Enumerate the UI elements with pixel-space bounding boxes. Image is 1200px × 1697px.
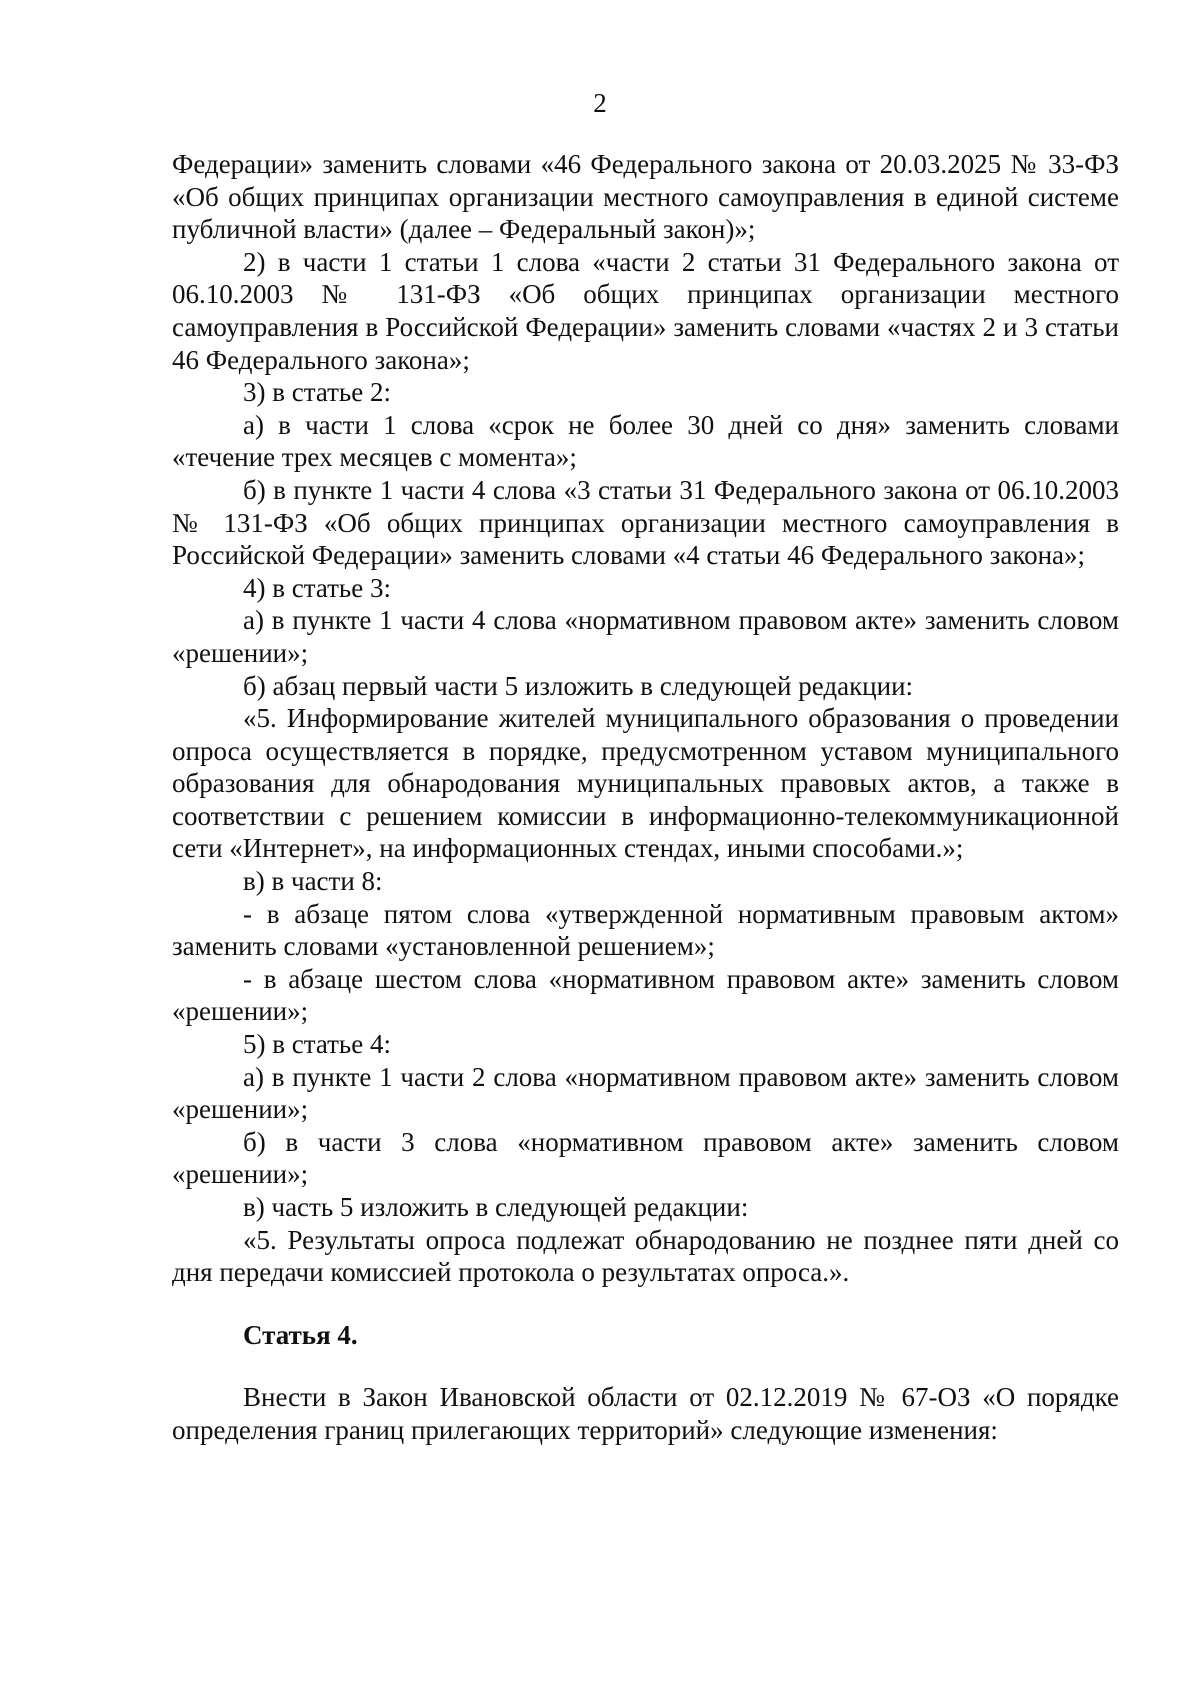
paragraph: «5. Информирование жителей муниципального образования о проведении опроса осуществляется в порядке, предусмотренном уставом муниципального образования для обнародования муниципальных правовых актов, а также в соответствии с решением комиссии в информационно-телекоммуникационной сети «Интернет», на информационных стендах, иными способами.»; [172, 703, 1119, 864]
paragraph: в) в части 8: [243, 866, 383, 897]
article-intro: Внести в Закон Ивановской области от 02.12.2019 № 67-ОЗ «О порядке определения границ прилегающих территорий» следующие изменения: [172, 1382, 1119, 1445]
paragraph: «5. Результаты опроса подлежат обнародованию не позднее пяти дней со дня передачи комиссией протокола о результатах опроса.». [172, 1224, 1119, 1288]
paragraph: а) в пункте 1 части 2 слова «нормативном правовом акте» заменить словом «решении»; [172, 1061, 1119, 1125]
paragraph: - в абзаце пятом слова «утвержденной нормативным правовым актом» заменить словами «установленной решением»; [172, 898, 1119, 962]
spacer [172, 1351, 1119, 1381]
page-number: 2 [593, 88, 607, 118]
paragraph: 2) в части 1 статьи 1 слова «части 2 статьи 31 Федерального закона от 06.10.2003 № 131-ФЗ «Об общих принципах организации местного самоуправления в Российской Федерации» заменить словами «частях 2 и 3 статьи 46 Федерального закона»; [172, 246, 1119, 375]
paragraph: 3) в статье 2: [243, 377, 391, 408]
document-body [172, 148, 1119, 1447]
paragraph: 5) в статье 4: [243, 1029, 391, 1060]
paragraph: в) часть 5 изложить в следующей редакции: [243, 1192, 749, 1222]
paragraph: б) в пункте 1 части 4 слова «3 статьи 31 Федерального закона от 06.10.2003 № 131-ФЗ «Об общих принципах организации местного самоуправления в Российской Федерации» заменить словами «4 статьи 46 Федерального закона»; [172, 474, 1119, 571]
paragraph: б) абзац первый части 5 изложить в следующей редакции: [243, 670, 914, 701]
paragraph: - в абзаце шестом слова «нормативном правовом акте» заменить словом «решении»; [172, 963, 1119, 1027]
paragraph: а) в части 1 слова «срок не более 30 дней со дня» заменить словами «течение трех месяцев с момента»; [172, 409, 1119, 473]
paragraph: б) в части 3 слова «нормативном правовом акте» заменить словом «решении»; [172, 1126, 1119, 1190]
paragraph: 4) в статье 3: [243, 572, 391, 603]
article-heading: Статья 4. [243, 1319, 358, 1350]
paragraph: а) в пункте 1 части 4 слова «нормативном правовом акте» заменить словом «решении»; [172, 605, 1119, 668]
paragraph: Федерации» заменить словами «46 Федерального закона от 20.03.2025 № 33-ФЗ «Об общих принципах организации местного самоуправления в единой системе публичной власти» (далее – Федеральный закон)»; [172, 149, 1119, 245]
